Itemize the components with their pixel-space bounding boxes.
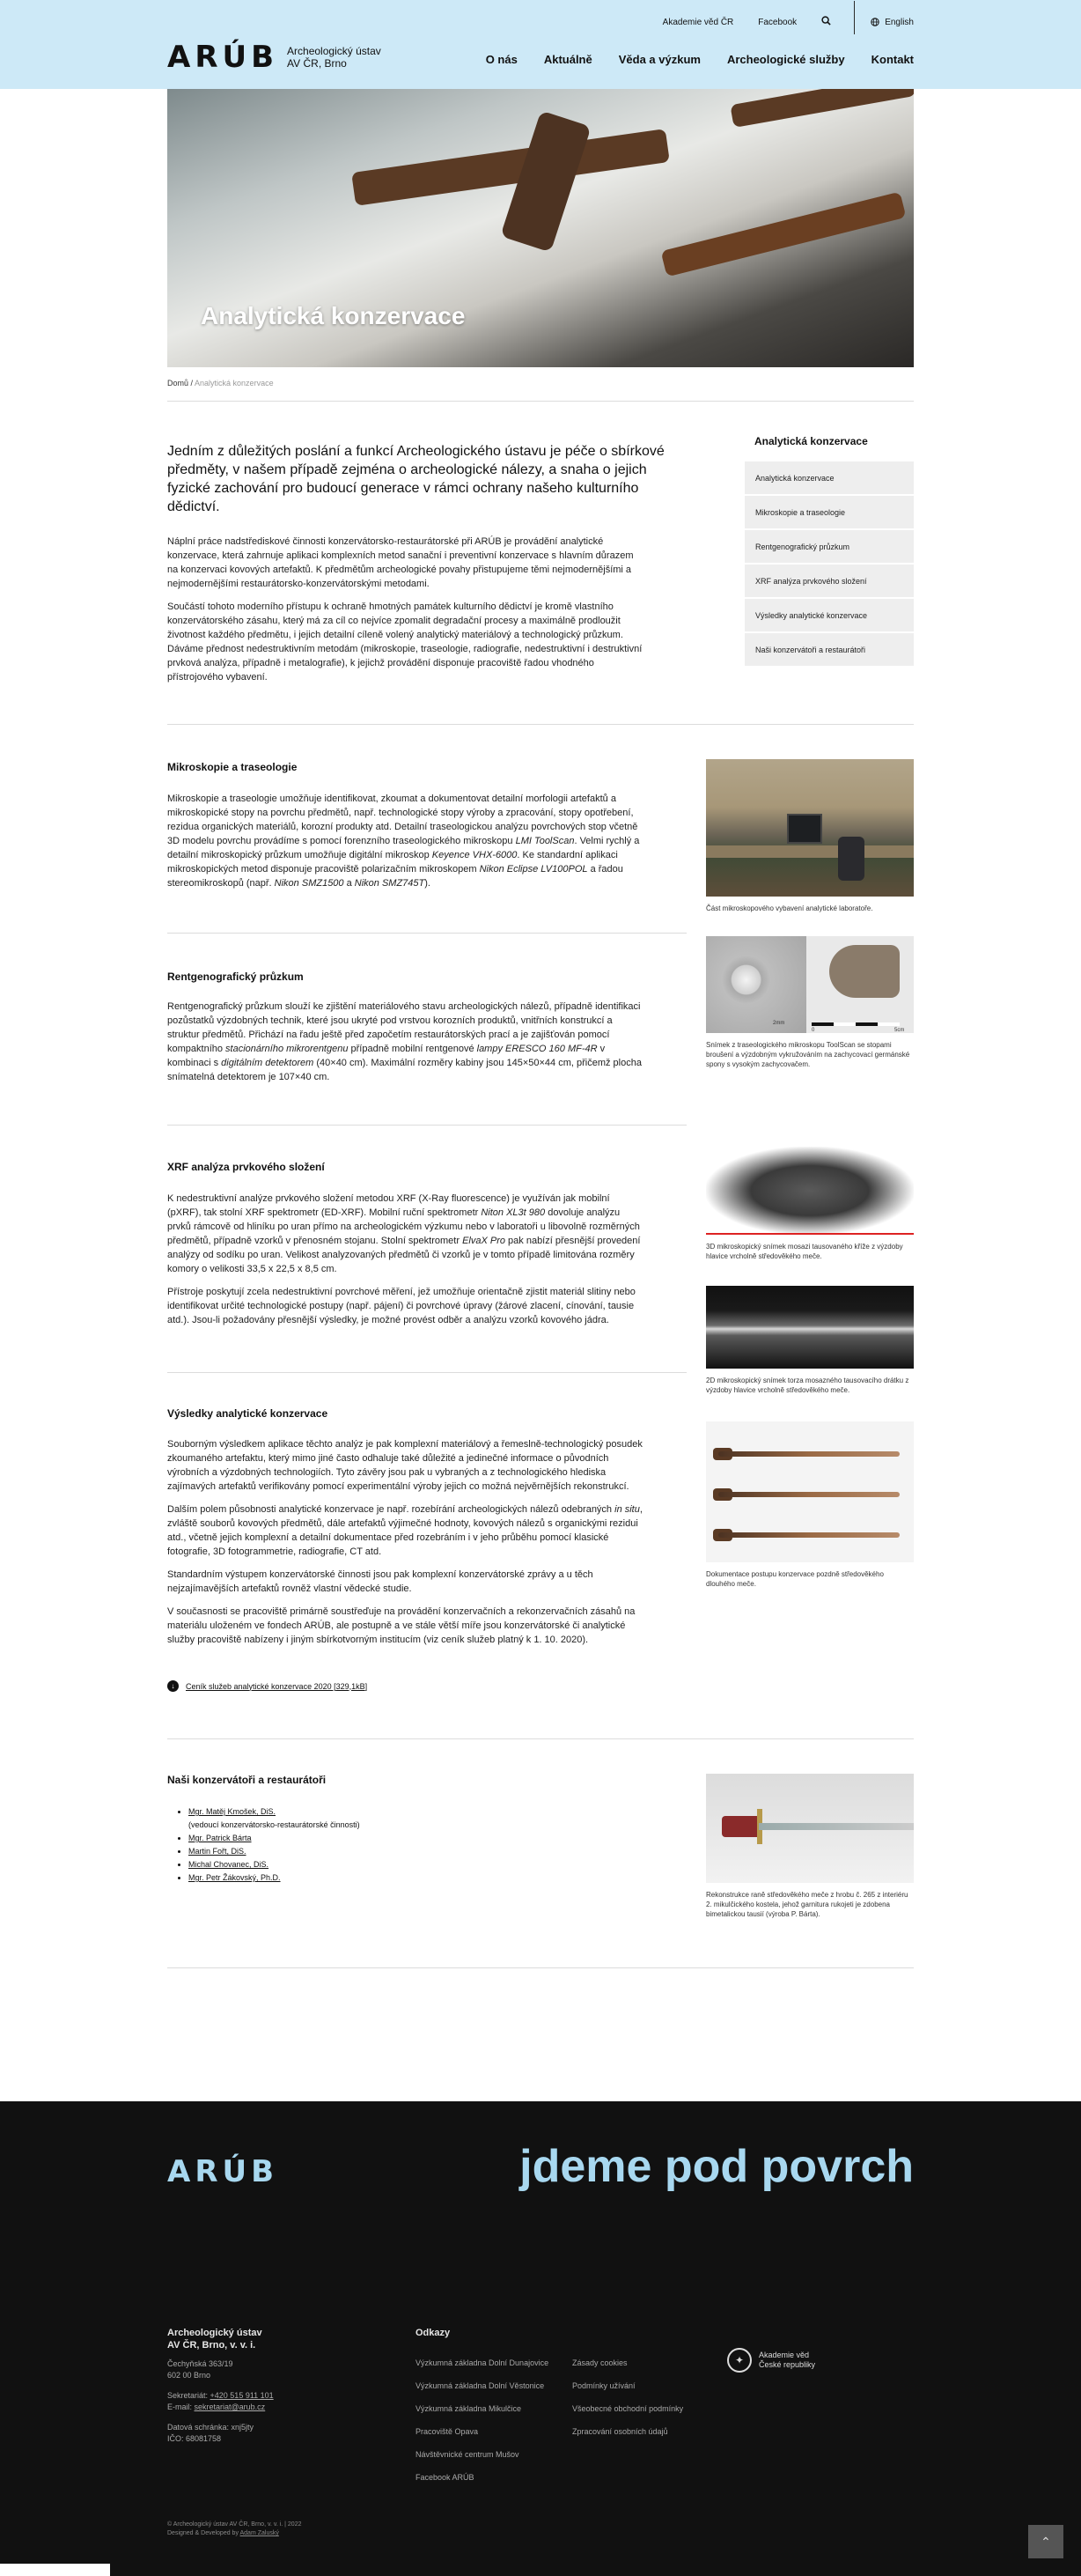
footer-copyright <box>167 2521 302 2538</box>
section-title-xrf: XRF analýza prvkového složení <box>167 1161 325 1173</box>
academy-logo[interactable] <box>727 2348 815 2373</box>
footer-org-name: Archeologický ústav <box>167 2328 262 2338</box>
section-menu-item[interactable]: Mikroskopie a traseologie <box>745 496 914 530</box>
scale-bar <box>812 1022 900 1026</box>
footer-link[interactable]: Podmínky užívání <box>572 2381 636 2390</box>
intro-body <box>167 535 643 693</box>
lab-photo[interactable] <box>706 759 914 897</box>
text: V současnosti se pracoviště primárně soustřeďuje na provádění konzervačních a rekonzervačních zásahů na materiálu uloženém ve fondech ARÚB, ale postupně a ve stále větší míře jsou konzervátorské či analytické služby pracoviště nabízeny i jiným sbírkotvorným institucím (viz ceník služeb platný k 1. 10. 2020). <box>167 1606 636 1645</box>
back-to-top-button[interactable]: ⌃ <box>1028 2525 1063 2558</box>
figure-caption: Snímek z traseologického mikroskopu ToolScan se stopami broušení a výzdobným vykružováním na zachycovací germánské spony s vysokým zachycovačem. <box>706 1041 910 1068</box>
radiography-text <box>167 1000 643 1093</box>
breadcrumb-current: Analytická konzervace <box>195 379 274 388</box>
list-item <box>188 1871 360 1885</box>
logo-line-2: AV ČR, Brno <box>287 57 347 70</box>
scale-label: 0 <box>812 1028 815 1033</box>
footer-link[interactable]: Všeobecné obchodní podmínky <box>572 2404 684 2413</box>
footer-ico: IČO: 68081758 <box>167 2434 222 2443</box>
section-title-microscopy: Mikroskopie a traseologie <box>167 761 298 773</box>
list-item <box>188 1832 360 1845</box>
utility-nav <box>638 10 914 34</box>
text: Mikroskopie a traseologie umožňuje identifikovat, zkoumat a dokumentovat detailní morfologii artefaktů a mikroskopické stopy na povrchu předmětů, např. technologické stopy výroby a zpracování, stopy opotřebení, rezidua organických materiálů, korozní produkty atd. Detailní traseologickou analýzu povrchových stop včetně 3D modelu povrchu provádíme s pomocí forenzního traseologického mikroskopu <box>167 793 638 846</box>
section-menu-item[interactable]: XRF analýza prvkového složení <box>745 565 914 599</box>
xrf-3d-photo[interactable] <box>706 1147 914 1235</box>
intro-paragraph: Součástí tohoto moderního přístupu k ochraně hmotných památek kulturního dědictví je kromě vlastního konzervátorského zásahu, který má za cíl co nejvíce zpomalit degradační procesy a maximálně prodloužit životnost každého předmětu, i jejich detailní cíleně volený analytický materiálový a technologický průzkum. Dáváme přednost nedestruktivním metodám (mikroskopie, traseologie, radiografie, nedestruktivní i destruktivní prvková analýza, případně i metalografie), k jejichž provádění disponuje pracoviště řadou vhodného přístrojového vybavení. <box>167 602 643 683</box>
photo-detail <box>718 1532 900 1538</box>
intro-paragraph: Náplní práce nadstřediskové činnosti konzervátorsko-restaurátorské při ARÚB je provádění analytické konzervace, která zahrnuje aplikaci komplexních metod sanační i preventivní konzervace s hlavním důrazem na konzervaci kovových artefaktů. K předmětům archeologické povahy přistupujeme těmi nejmodernějšími a nejmodernějšími restaurátorsko-konzervátorskými metodami. <box>167 536 634 589</box>
nav-item-about[interactable]: O nás <box>485 53 518 66</box>
results-text <box>167 1437 643 1656</box>
main-nav <box>460 53 914 66</box>
credit-text: Designed & Developed by <box>167 2530 240 2536</box>
facebook-link[interactable]: Facebook <box>758 17 798 27</box>
price-list-label[interactable]: Ceník služeb analytické konzervace 2020 [329,1kB] <box>186 1681 368 1691</box>
text: Nikon SMZ1500 <box>274 878 344 889</box>
staff-link[interactable]: Mgr. Petr Žákovský, Ph.D. <box>188 1873 281 1882</box>
footer-links-title-wrap <box>415 2327 450 2339</box>
nav-item-contact[interactable]: Kontakt <box>871 53 914 66</box>
language-label[interactable]: English <box>885 17 914 27</box>
photo-detail <box>838 837 864 881</box>
figure-caption: 3D mikroskopický snímek mosazi tausovaného kříže z výzdoby hlavice vrcholně středověkého meče. <box>706 1243 903 1260</box>
footer-address: 602 00 Brno <box>167 2371 211 2380</box>
staff-link[interactable]: Martin Fořt, DiS. <box>188 1847 246 1856</box>
photo-detail <box>706 1233 914 1235</box>
academy-emblem-icon: ✦ <box>727 2348 752 2373</box>
footer-email-link[interactable]: sekretariat@arub.cz <box>194 2403 266 2411</box>
divider <box>167 1738 914 1739</box>
staff-link[interactable]: Mgr. Patrick Bárta <box>188 1834 252 1842</box>
nav-item-news[interactable]: Aktuálně <box>543 53 592 66</box>
footer-link[interactable]: Výzkumná základna Dolní Věstonice <box>415 2381 545 2390</box>
text: stacionárního mikrorentgenu <box>225 1044 349 1054</box>
photo-detail <box>706 936 806 1033</box>
hero-banner <box>167 89 914 367</box>
text: lampy ERESCO 160 MF-4R <box>476 1044 598 1054</box>
text: Souborným výsledkem aplikace těchto analýz je pak komplexní materiálový a řemeslně-technologický posudek zkoumaného artefaktu, který mimo jiné často odhaluje také důležité a jedinečné informace o původních výrobních a výzdobných technologiích. Tyto závěry jsou pak u vybraných a z technologického hlediska zajímavých artefaktů verifikovány pomocí experimentální výroby jejich co možná nejvěrnějších rekonstrukcí. <box>167 1439 643 1492</box>
scale-label: 5cm <box>894 1028 905 1033</box>
section-menu-title: Analytická konzervace <box>754 435 868 447</box>
text: Rentgenografický průzkum slouží ke zjištění materiálového stavu archeologických nálezů, případně identifikaci pozůstatků výzdobných technik, které jsou ukryté pod vrstvou korozních produktů, vnitřních konstrukcí a struktur předmětů. Přichází na řadu ještě před započetím restaurátorských prací a je zajišťován pomocí kompaktního <box>167 1001 641 1054</box>
photo-detail <box>718 1451 900 1457</box>
footer-label: Sekretariát: <box>167 2391 210 2400</box>
credit-link[interactable]: Adam Zaluský <box>239 2530 279 2536</box>
breadcrumb-separator: / <box>188 379 195 388</box>
hero-artifact <box>730 89 914 128</box>
figure-caption: 2D mikroskopický snímek torza mosazného tausovacího drátku z výzdoby hlavice vrcholně středověkého meče. <box>706 1377 909 1394</box>
footer-link[interactable]: Zásady cookies <box>572 2358 628 2367</box>
intro-lead: Jedním z důležitých poslání a funkcí Archeologického ústavu je péče o sbírkové předměty, v našem případě zejména o archeologické nálezy, a snaha o jejich fyzické zachování pro budoucí generace v rámci ochrany našeho kulturního dědictví. <box>167 444 665 514</box>
globe-icon <box>871 18 879 26</box>
footer-label: E-mail: <box>167 2403 195 2411</box>
figure-xrf-2d <box>706 1286 914 1395</box>
footer-databox: Datová schránka: xnj5jty <box>167 2423 254 2432</box>
text: ). <box>424 878 430 889</box>
staff-link[interactable]: Michal Chovanec, DiS. <box>188 1860 269 1869</box>
figure-caption: Část mikroskopového vybavení analytické laboratoře. <box>706 904 873 912</box>
site-logo[interactable] <box>167 40 381 75</box>
figure-traceology <box>706 936 914 1069</box>
staff-list <box>176 1805 360 1885</box>
footer-links-title: Odkazy <box>415 2328 451 2338</box>
divider <box>167 401 914 402</box>
photo-detail <box>787 814 822 844</box>
photo-detail <box>829 945 900 998</box>
footer-link[interactable]: Pracoviště Opava <box>415 2427 479 2436</box>
photo-detail <box>718 1492 900 1497</box>
section-menu <box>745 432 914 668</box>
photo-detail <box>706 845 914 858</box>
text: digitálním detektorem <box>221 1058 314 1068</box>
text: Standardním výstupem konzervátorské činnosti jsou pak komplexní konzervátorské zprávy a u těch nejzajímavějších artefaktů rovněž vlastní vědecké studie. <box>167 1569 593 1594</box>
text: Přístroje poskytují zcela nedestruktivní povrchové měření, jež umožňuje orientačně zjistit materiál slitiny nebo identifikovat určité technologické postupy (např. pájení) či povrchové úpravy (žárové zlacení, cínování, tausie atd.). Jsou-li požadovány přesnější výsledky, je možné provést odběr a analýzu vzorků kovového jádra. <box>167 1287 636 1325</box>
section-menu-item[interactable]: Rentgenografický průzkum <box>745 530 914 565</box>
site-footer <box>0 2101 1081 2576</box>
footer-org-name: AV ČR, Brno, v. v. i. <box>167 2340 256 2351</box>
microscopy-text <box>167 792 643 899</box>
academy-logo-line: Akademie věd <box>759 2351 810 2359</box>
footer-link[interactable]: Výzkumná základna Mikulčice <box>415 2404 522 2413</box>
figure-xrf-3d <box>706 1147 914 1261</box>
overlay-strip <box>0 2564 110 2576</box>
download-icon: ↓ <box>167 1680 179 1692</box>
text: Dalším polem působnosti analytické konzervace je např. rozebírání archeologických nálezů odebraných <box>167 1504 615 1515</box>
academy-logo-line: České republiky <box>759 2360 816 2369</box>
list-item <box>188 1805 360 1819</box>
search-icon[interactable] <box>821 16 831 28</box>
section-title-staff: Naši konzervátoři a restaurátoři <box>167 1774 327 1786</box>
logo-text <box>287 45 381 70</box>
hero-artifact <box>351 129 670 206</box>
text: . Velmi rychlý a detailní mikroskopický průzkum umožňuje digitální mikroskop <box>167 836 640 860</box>
text: Nikon Eclipse LV100POL <box>479 864 588 875</box>
site-header <box>0 0 1081 89</box>
list-item <box>188 1858 360 1871</box>
staff-link[interactable]: Mgr. Matěj Kmošek, DiS. <box>188 1807 276 1816</box>
copyright-text: © Archeologický ústav AV ČR, Brno, v. v. i. | 2022 <box>167 2521 302 2528</box>
nav-item-services[interactable]: Archeologické služby <box>726 53 845 66</box>
section-title-radiography: Rentgenografický průzkum <box>167 971 304 983</box>
footer-link[interactable]: Návštěvnické centrum Mušov <box>415 2450 519 2459</box>
logo-line-1: Archeologický ústav <box>287 45 381 57</box>
text: , zvláště souborů kovových předmětů, dále artefaktů výjimečné hodnoty, kovových nálezů s organickými rezidui atd., včetně jejich komplexní a detailní dokumentace před rozebráním i v jeho průběhu pomocí klasické fotografie, 3D fotogrammetrie, radiografie, CT atd. <box>167 1504 643 1557</box>
academy-link[interactable]: Akademie věd ČR <box>662 17 734 27</box>
text: Nikon SMZ745T <box>354 878 425 889</box>
figure-lab <box>706 759 914 913</box>
photo-detail <box>759 1823 914 1830</box>
utility-divider <box>854 1 855 34</box>
swords-photo[interactable] <box>706 1421 914 1562</box>
text: (40×40 cm). Maximální rozměry kabiny jsou 145×50×44 cm, přičemž plocha snímatelná detektorem je 107×40 cm. <box>167 1058 642 1082</box>
text: a řadou stereomikroskopů (např. <box>167 864 623 889</box>
footer-slogan: jdeme pod povrch <box>519 2141 914 2192</box>
reconstruction-photo[interactable] <box>706 1774 914 1883</box>
price-list-link[interactable] <box>167 1680 367 1692</box>
hero-artifact <box>661 192 907 277</box>
figure-caption: Dokumentace postupu konzervace pozdně středověkého dlouhého meče. <box>706 1570 884 1588</box>
text: a <box>343 878 355 889</box>
text: v kombinaci s <box>167 1044 606 1068</box>
section-title-results: Výsledky analytické konzervace <box>167 1407 328 1420</box>
footer-links-a <box>415 2351 548 2489</box>
text: případně mobilní rentgenové <box>348 1044 477 1054</box>
logo-mark: ARÚB <box>167 40 279 75</box>
list-item <box>188 1845 360 1858</box>
figure-swords <box>706 1421 914 1589</box>
footer-phone-link[interactable]: +420 515 911 101 <box>210 2391 274 2400</box>
text: Niton XL3t 980 <box>481 1207 546 1218</box>
traceology-photo[interactable] <box>706 936 914 1033</box>
footer-link[interactable]: Výzkumná základna Dolní Dunajovice <box>415 2358 549 2367</box>
breadcrumb-home[interactable]: Domů <box>167 379 189 388</box>
text: LMI ToolScan <box>515 836 575 846</box>
divider <box>167 724 914 725</box>
text: pak nabízí přesnější provedení analýzy od sodíku po uran. Velikost analyzovaných předmětů či vzorků je v tomto případě limitována rozměry komory o velikosti 33,5 x 22,5 x 8,5 cm. <box>167 1236 641 1274</box>
figure-caption: Rekonstrukce raně středověkého meče z hrobu č. 265 z interiéru 2. mikulčického kostela, jehož garnitura rukojeti je zdobena bimetalickou tausií (výroba P. Bárta). <box>706 1891 908 1918</box>
text: in situ <box>614 1504 640 1515</box>
footer-address: Čechyňská 363/19 <box>167 2359 233 2368</box>
text: dovoluje analýzu prvků rámcově od hliníku po uran přímo na archeologickém výzkumu nebo v laboratoři u libovolně rozměrných předmětů, případně vzorků v přenosném stojanu. Stolní spektrometr <box>167 1207 640 1246</box>
text: . Ke standardní aplikaci mikroskopických metod disponuje pracoviště polarizačním mikroskopem <box>167 850 618 875</box>
scale-label: 2mm <box>773 1021 785 1026</box>
academy-logo-text <box>759 2351 815 2370</box>
xrf-2d-photo[interactable] <box>706 1286 914 1369</box>
footer-link[interactable]: Facebook ARÚB <box>415 2473 474 2482</box>
divider <box>167 1372 687 1373</box>
language-switch[interactable] <box>871 18 914 27</box>
footer-contact <box>167 2327 274 2445</box>
nav-item-research[interactable]: Věda a výzkum <box>618 53 701 66</box>
divider <box>167 933 687 934</box>
text: ElvaX Pro <box>462 1236 505 1246</box>
figure-reconstruction <box>706 1774 914 1919</box>
footer-links-b <box>572 2351 683 2443</box>
text: K nedestruktivní analýze prvkového složení metodou XRF (X-Ray fluorescence) je využíván jak mobilní (pXRF), tak stolní XRF spektrometr (ED-XRF). Mobilní ruční spektrometr <box>167 1193 610 1218</box>
text: Keyence VHX-6000 <box>431 850 518 860</box>
divider <box>167 1967 914 1968</box>
footer-logo[interactable]: ARÚB <box>167 2154 279 2189</box>
page-title: Analytická konzervace <box>201 302 466 329</box>
section-menu-item[interactable]: Naši konzervátoři a restaurátoři <box>745 633 914 668</box>
xrf-text <box>167 1192 643 1336</box>
section-menu-item[interactable]: Analytická konzervace <box>745 461 914 496</box>
photo-detail <box>722 1816 761 1837</box>
section-menu-item[interactable]: Výsledky analytické konzervace <box>745 599 914 633</box>
breadcrumb <box>167 379 274 388</box>
staff-note: (vedoucí konzervátorsko-restaurátorské činnosti) <box>188 1820 360 1829</box>
footer-link[interactable]: Zpracování osobních údajů <box>572 2427 668 2436</box>
divider <box>167 1125 687 1126</box>
